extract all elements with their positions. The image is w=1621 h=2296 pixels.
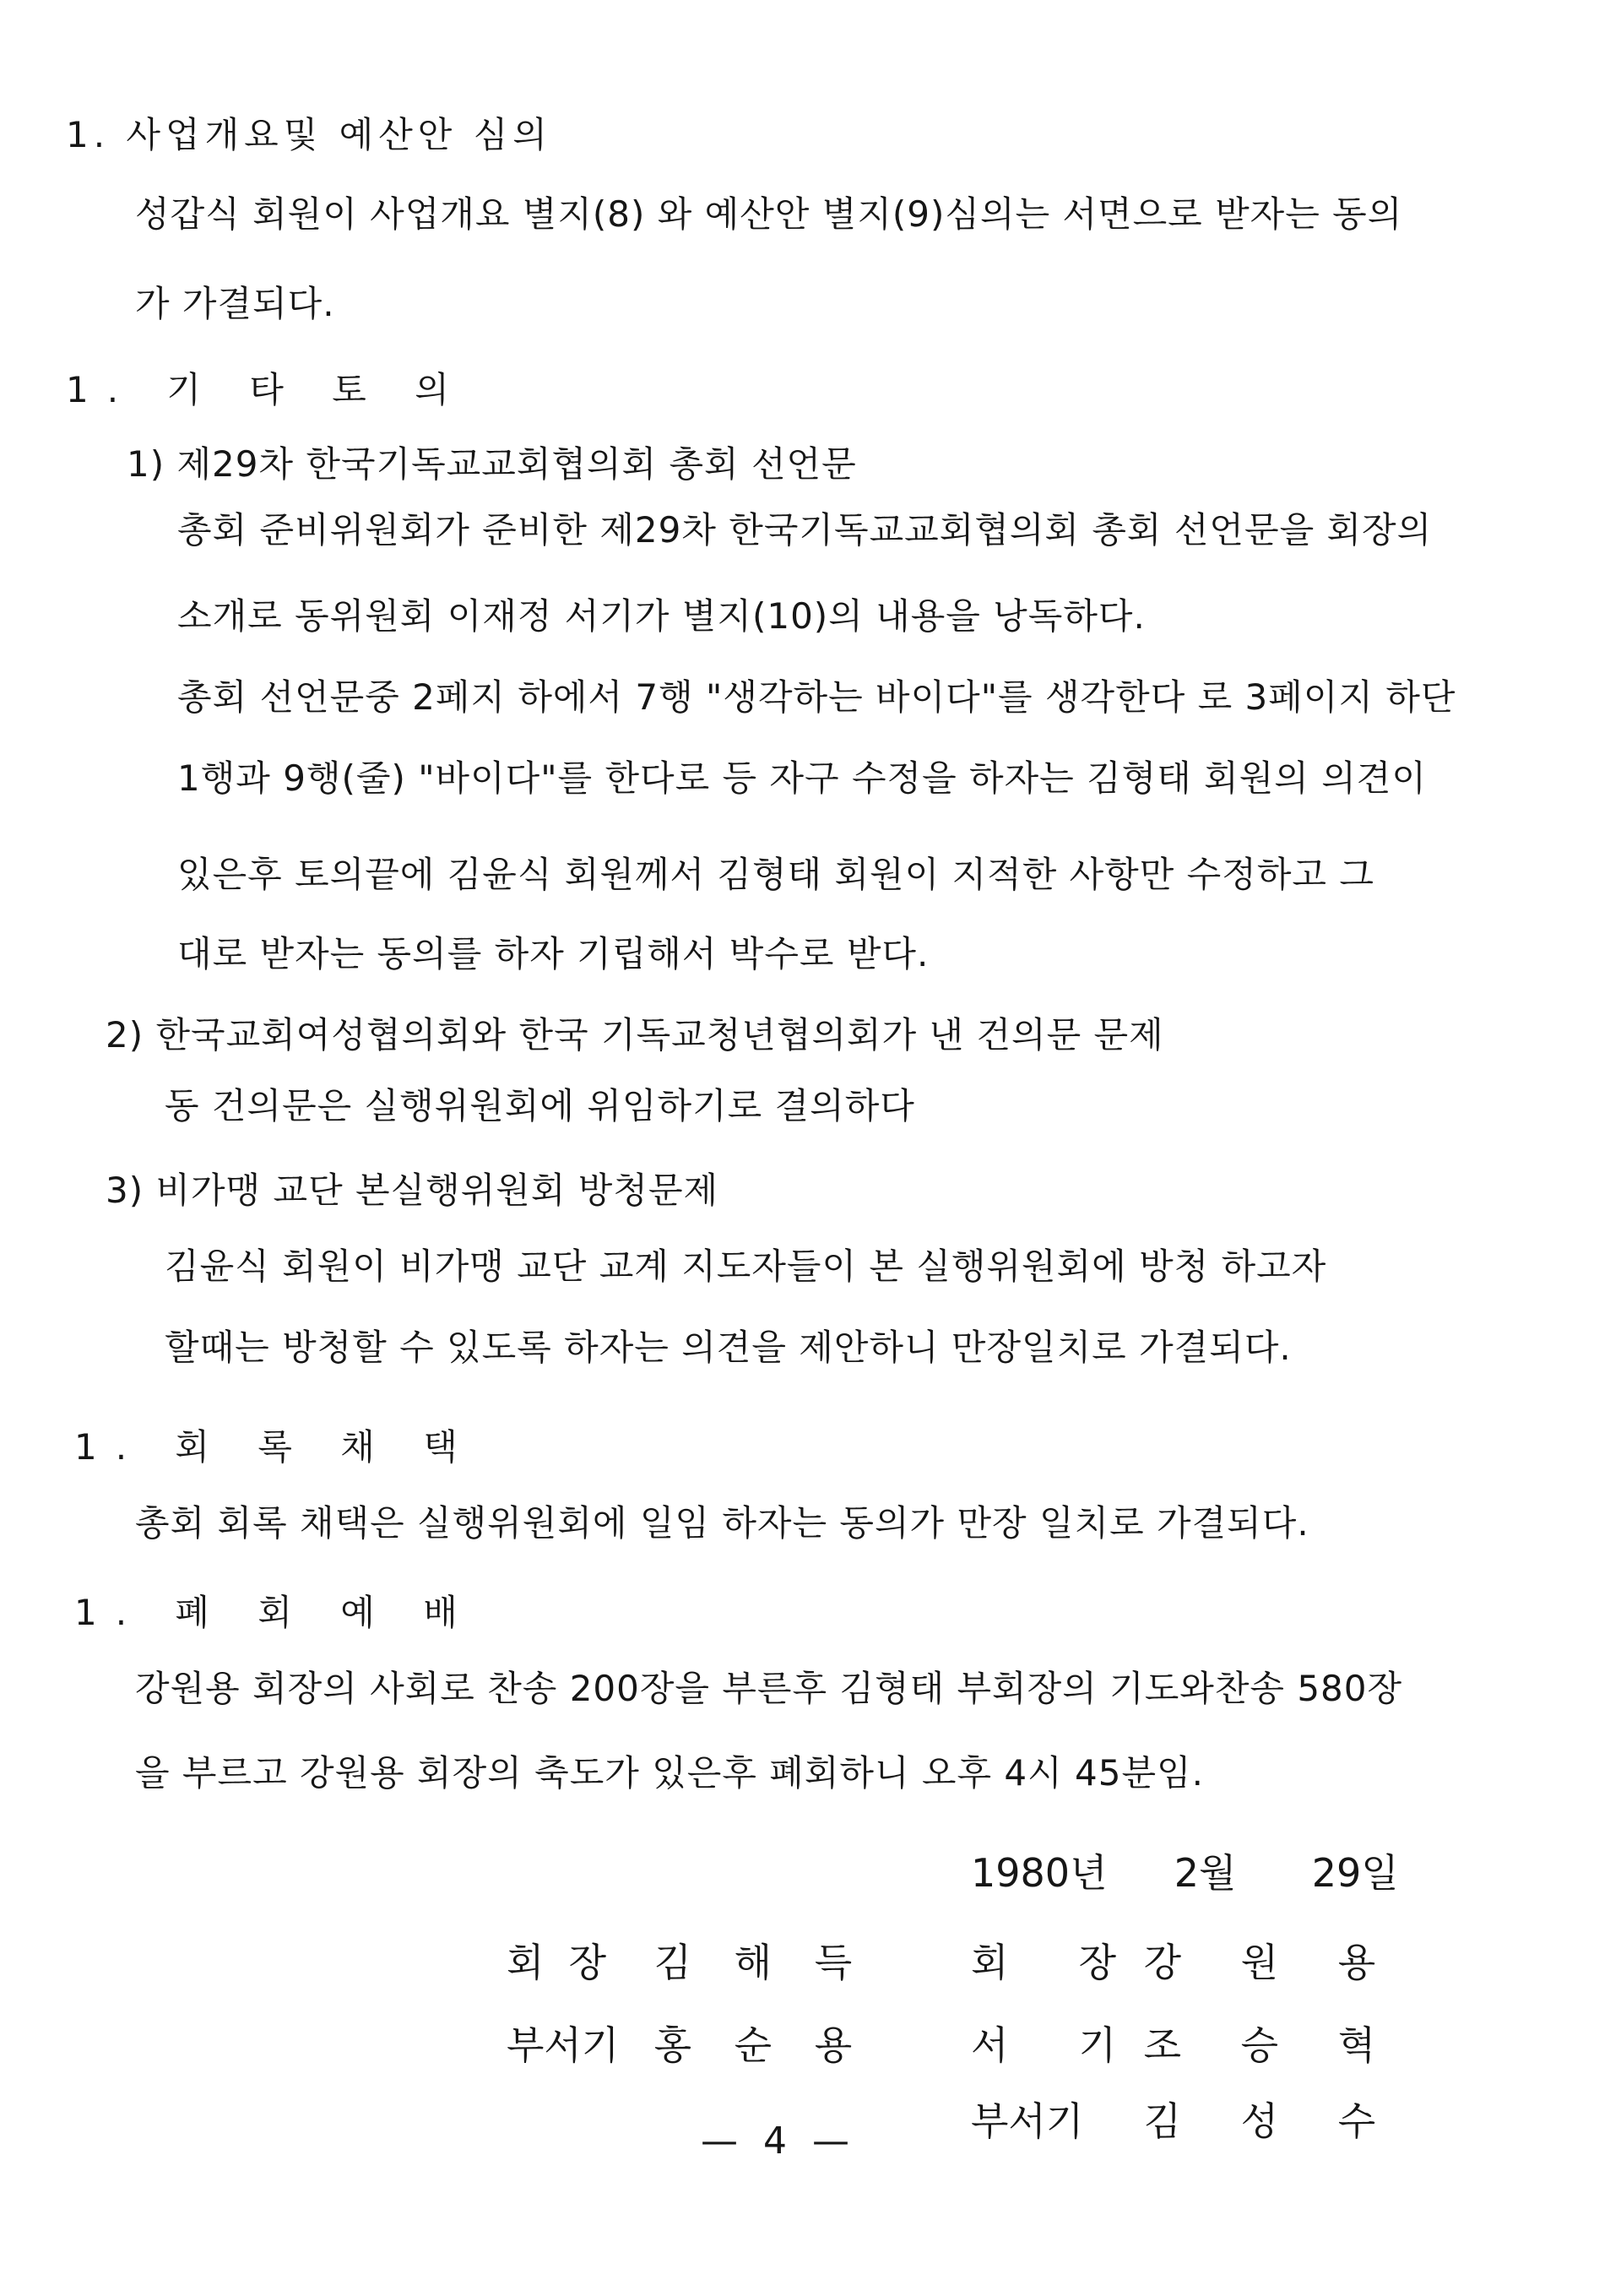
body-line: 동 건의문은 실행위원회에 위임하기로 결의하다 — [165, 1085, 915, 1126]
section-heading-closing-worship: 1. 폐 회 예 배 — [74, 1592, 476, 1633]
signature-name: 조 승 혁 — [1143, 2022, 1400, 2068]
date-day: 29일 — [1311, 1850, 1399, 1896]
subsection-title-petition: 2) 한국교회여성협의회와 한국 기독교청년협의회가 낸 건의문 문제 — [106, 1014, 1164, 1056]
signature-left-president — [507, 1937, 867, 1988]
section-heading-other: 1. 기 타 토 의 — [66, 369, 468, 410]
body-line: 있은후 토의끝에 김윤식 회원께서 김형태 회원이 지적한 사항만 수정하고 그 — [177, 854, 1374, 895]
body-line: 1행과 9행(줄) "바이다"를 한다로 등 자구 수정을 하자는 김형태 회원의 의견이 — [177, 757, 1427, 799]
section-heading-minutes: 1. 회 록 채 택 — [74, 1426, 476, 1468]
section-heading-budget: 1. 사업개요및 예산안 심의 — [66, 114, 552, 155]
body-line: 총회 회록 채택은 실행위원회에 일임 하자는 동의가 만장 일치로 가결되다. — [135, 1502, 1309, 1544]
body-line: 소개로 동위원회 이재정 서기가 별지(10)의 내용을 낭독하다. — [177, 595, 1146, 637]
body-line: 을 부르고 강원용 회장의 축도가 있은후 폐회하니 오후 4시 45분임. — [135, 1752, 1204, 1794]
date-year: 1980년 — [971, 1850, 1108, 1896]
body-line: 성갑식 회원이 사업개요 별지(8) 와 예산안 별지(9)심의는 서면으로 받자는 동의 — [135, 193, 1403, 235]
signature-name: 홍 순 용 — [653, 2022, 868, 2068]
subsection-title-declaration: 1) 제29차 한국기독교교회협의회 총회 선언문 — [127, 443, 857, 485]
body-line: 김윤식 회원이 비가맹 교단 교계 지도자들이 본 실행위원회에 방청 하고자 — [165, 1246, 1327, 1287]
body-line: 가 가결되다. — [135, 283, 335, 324]
date-month: 2월 — [1174, 1850, 1237, 1896]
signature-title: 서 기 — [971, 2022, 1132, 2068]
signature-name: 김 성 수 — [1143, 2098, 1400, 2144]
document-date — [971, 1848, 1399, 1898]
signature-right-secretary — [971, 2020, 1399, 2071]
signature-left-vice-secretary — [507, 2020, 867, 2071]
signature-title: 부서기 — [507, 2022, 620, 2068]
body-line: 총회 준비위원회가 준비한 제29차 한국기독교교회협의회 총회 선언문을 회장의 — [177, 509, 1433, 551]
signature-title: 회 장 — [971, 1940, 1132, 1985]
page-number: — 4 — — [701, 2120, 856, 2163]
body-line: 강원용 회장의 사회로 찬송 200장을 부른후 김형태 부회장의 기도와찬송 580장 — [135, 1668, 1403, 1709]
signature-right-president — [971, 1937, 1399, 1988]
body-line: 총회 선언문중 2페지 하에서 7행 "생각하는 바이다"를 생각한다 로 3페이지 하단 — [177, 676, 1456, 718]
signature-name: 강 원 용 — [1143, 1940, 1400, 1985]
body-line: 할때는 방청할 수 있도록 하자는 의견을 제안하니 만장일치로 가결되다. — [165, 1327, 1292, 1368]
subsection-title-observation: 3) 비가맹 교단 본실행위원회 방청문제 — [106, 1170, 719, 1211]
signature-title: 회 장 — [507, 1940, 607, 1985]
signature-right-vice-secretary — [971, 2096, 1399, 2147]
body-line: 대로 받자는 동의를 하자 기립해서 박수로 받다. — [177, 933, 930, 974]
signature-name: 김 해 득 — [653, 1940, 868, 1985]
signature-title: 부서기 — [971, 2098, 1084, 2144]
